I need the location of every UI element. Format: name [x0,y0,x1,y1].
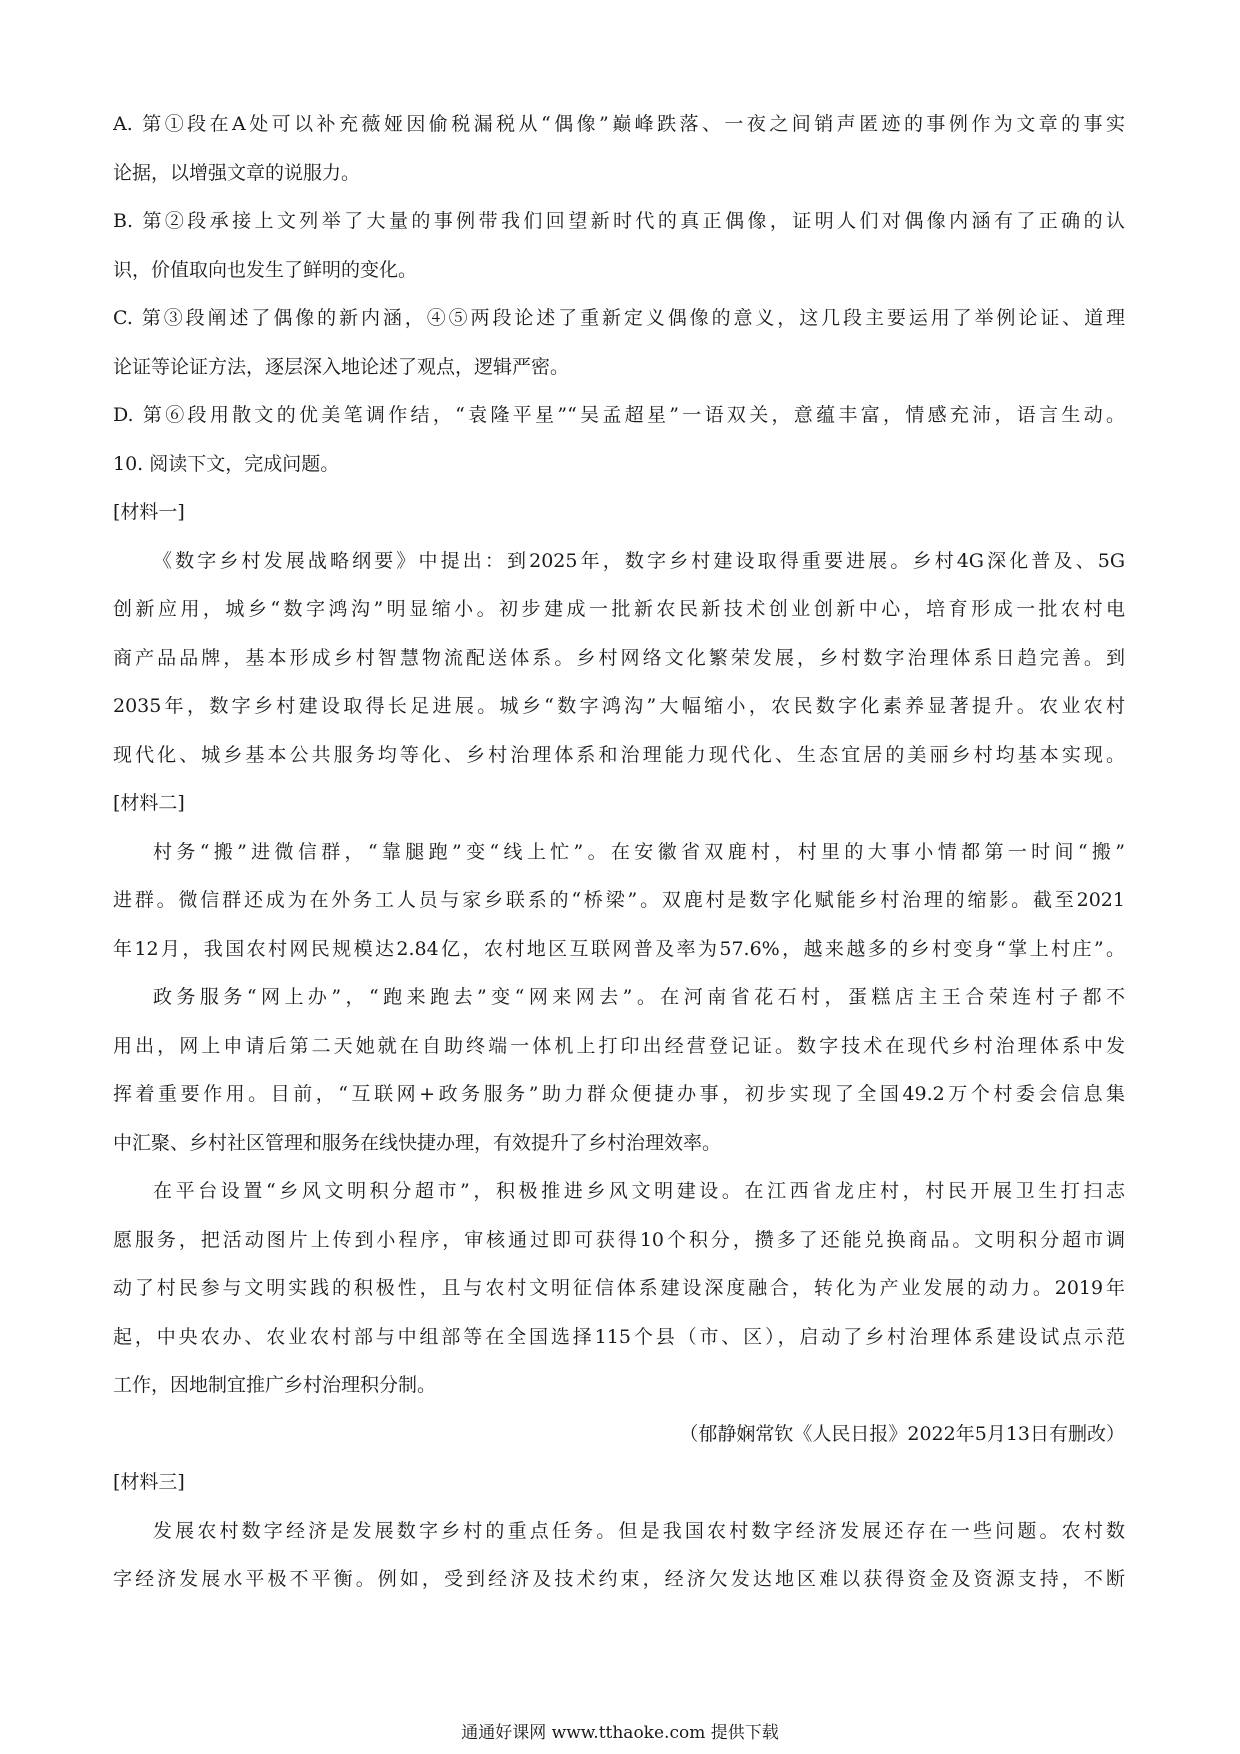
option-d-line-1: D. 第⑥段用散文的优美笔调作结，“袁隆平星”“吴孟超星”一语双关，意蕴丰富，情感充沛，语言生动。 [113,404,1125,426]
question-10-title: 10. 阅读下文，完成问题。 [113,452,340,475]
material-2-paragraph-1-line: 年12月，我国农村网民规模达2.84亿，农村地区互联网普及率为57.6%，越来越多的乡村变身“掌上村庄”。 [113,937,1125,960]
material-2-paragraph-2-line: 挥着重要作用。目前，“互联网+政务服务”助力群众便捷办事，初步实现了全国49.2万个村委会信息集 [113,1083,1125,1105]
material-1-heading: [材料一] [113,501,185,523]
option-b-line-1: B. 第②段承接上文列举了大量的事例带我们回望新时代的真正偶像，证明人们对偶像内涵有了正确的认 [113,210,1125,232]
material-2-paragraph-3-line: 愿服务，把活动图片上传到小程序，审核通过即可获得10个积分，攒多了还能兑换商品。文明积分超市调 [113,1228,1125,1251]
material-3-line: 字经济发展水平极不平衡。例如，受到经济及技术约束，经济欠发达地区难以获得资金及资源支持，不断 [113,1568,1125,1590]
material-2-heading: [材料二] [113,792,185,814]
page-content [113,100,1125,1604]
material-3-heading: [材料三] [113,1471,185,1493]
material-1-line: 创新应用，城乡“数字鸿沟”明显缩小。初步建成一批新农民新技术创业创新中心，培育形成一批农村电 [113,598,1125,620]
material-2-paragraph-2-line: 用出，网上申请后第二天她就在自助终端一体机上打印出经营登记证。数字技术在现代乡村治理体系中发 [113,1034,1125,1057]
material-2-paragraph-3-line: 工作，因地制宜推广乡村治理积分制。 [113,1374,437,1396]
material-2-paragraph-1-line: 进群。微信群还成为在外务工人员与家乡联系的“桥梁”。双鹿村是数字化赋能乡村治理的缩影。截至2021 [113,889,1125,911]
material-3-line: 发展农村数字经济是发展数字乡村的重点任务。但是我国农村数字经济发展还存在一些问题。农村数 [153,1519,1125,1542]
option-b-line-2: 识，价值取向也发生了鲜明的变化。 [113,258,418,281]
material-2-source: （郁静娴常钦《人民日报》2022年5月13日有删改） [679,1422,1125,1445]
page-footer: 通通好课网 www.tthaoke.com 提供下载 [461,1723,779,1743]
material-2-paragraph-2-line: 中汇聚、乡村社区管理和服务在线快捷办理，有效提升了乡村治理效率。 [113,1131,722,1154]
material-1-line: 现代化、城乡基本公共服务均等化、乡村治理体系和治理能力现代化、生态宜居的美丽乡村均基本实现。 [113,743,1125,766]
material-1-line: 2035年，数字乡村建设取得长足进展。城乡“数字鸿沟”大幅缩小，农民数字化素养显著提升。农业农村 [113,695,1125,717]
option-a-line-1: A. 第①段在A处可以补充薇娅因偷税漏税从“偶像”巅峰跌落、一夜之间销声匿迹的事例作为文章的事实 [113,113,1125,135]
option-c-line-2: 论证等论证方法，逐层深入地论述了观点，逻辑严密。 [113,355,570,378]
material-2-paragraph-3-line: 动了村民参与文明实践的积极性，且与农村文明征信体系建设深度融合，转化为产业发展的动力。2019年 [113,1277,1125,1299]
option-a-line-2: 论据，以增强文章的说服力。 [113,161,361,184]
material-1-line: 商产品品牌，基本形成乡村智慧物流配送体系。乡村网络文化繁荣发展，乡村数字治理体系日趋完善。到 [113,646,1125,669]
material-2-paragraph-1-line: 村务“搬”进微信群，“靠腿跑”变“线上忙”。在安徽省双鹿村，村里的大事小情都第一时间“搬” [153,840,1125,863]
material-2-paragraph-3-line: 在平台设置“乡风文明积分超市”，积极推进乡风文明建设。在江西省龙庄村，村民开展卫生打扫志 [153,1180,1125,1202]
material-2-paragraph-3-line: 起，中央农办、农业农村部与中组部等在全国选择115个县（市、区），启动了乡村治理体系建设试点示范 [113,1325,1125,1348]
material-1-line: 《数字乡村发展战略纲要》中提出：到2025年，数字乡村建设取得重要进展。乡村4G深化普及、5G [153,549,1125,572]
option-c-line-1: C. 第③段阐述了偶像的新内涵，④⑤两段论述了重新定义偶像的意义，这几段主要运用了举例论证、道理 [113,307,1125,329]
material-2-paragraph-2-line: 政务服务“网上办”，“跑来跑去”变“网来网去”。在河南省花石村，蛋糕店主王合荣连村子都不 [153,986,1125,1008]
